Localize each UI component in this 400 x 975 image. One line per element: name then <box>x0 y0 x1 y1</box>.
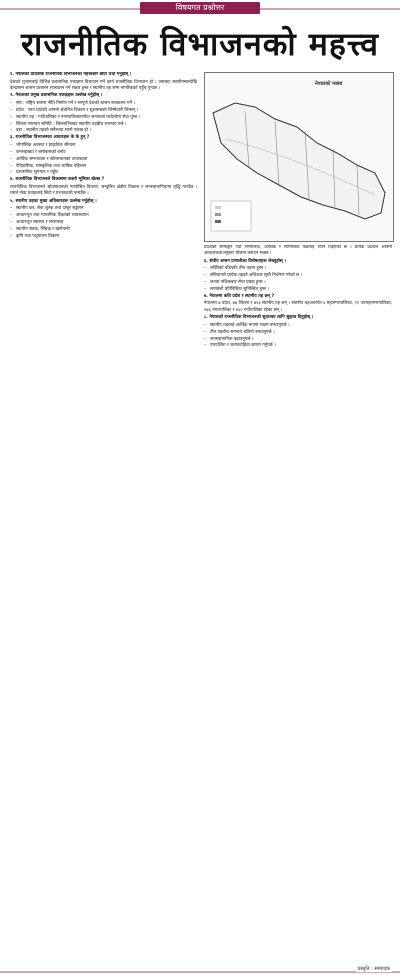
list-item: – स्थानीय सडक, सिँचाइ र खानेपानी <box>10 227 197 233</box>
answer-8-list <box>204 323 392 350</box>
question-8: ८. नेपालको राजनीतिक विभाजनको सुधारका लागि सुझाव दिनुहोस् । <box>204 315 314 321</box>
page-title: राजनीतिक विभाजनको महत्त्व <box>20 25 380 63</box>
answer-intro: प्रदेशको सीमाङ्कन गर्दा भौगोलिक, आर्थिक र सामाजिक पक्षलाई ध्यान दिइएको छ । प्रत्येक प्रदेशले आफ्नो आवश्यकताअनुसार योजना बनाउन सक्छ । <box>204 245 392 257</box>
list-item: – शक्तिको बाँडफाँट तीन तहमा हुन्छ । <box>204 266 392 272</box>
list-item: – आधारभूत स्वास्थ्य र सरसफाइ <box>10 220 197 226</box>
answer-7: नेपालमा ७ प्रदेश, ७७ जिल्ला र ७५३ स्थानीय तह छन् । स्थानीय तहअन्तर्गत ६ महानगरपालिका, ११ उपमहानगरपालिका, २७६ नगरपालिका र ४६० गाउँपालिका रहेका छन् । <box>204 301 392 313</box>
question-6: ६. संघीय शासन प्रणालीका विशेषताहरू लेख्नुहोस् । <box>204 258 286 264</box>
question-7: ७. नेपालमा कति प्रदेश र स्थानीय तह छन् ? <box>204 293 275 299</box>
page-footer <box>0 967 400 975</box>
nepal-map-drawing <box>205 73 393 241</box>
list-item: – भौगोलिक अवस्था र प्राकृतिक सीमाना <box>10 143 197 149</box>
question-2: २. नेपालका प्रमुख प्रशासनिक एकाइहरू उल्लेख गर्नुहोस् । <box>10 93 103 99</box>
list-item: – आधारभूत तथा माध्यमिक शिक्षाको व्यवस्थापन <box>10 213 197 219</box>
list-item: – जिल्ला समन्वय समिति : जिल्लाभित्रका स्थानीय तहबीच समन्वय गर्छ । <box>10 122 197 128</box>
list-item: – स्थानीय तह : गाउँपालिका र नगरपालिकामार्फत जनताको घरदैलोमा सेवा पुग्छ । <box>10 115 197 121</box>
right-column <box>204 245 392 965</box>
answer-2-list <box>10 101 197 135</box>
answer-1: देशको भूभागलाई विभिन्न प्रशासनिक एकाइमा विभाजन गर्ने कार्य राजनीतिक विभाजन हो । जसबाट स्थानीयस्तरदेखि केन्द्रसम्म शासन प्रशासन सञ्चालन गर्न सहज हुन्छ र स्थानीय तह सम्म नागरिकको पहुँच पुग्दछ । <box>10 79 197 91</box>
list-item: – वडा : स्थानीय तहको सबैभन्दा सानो एकाइ हो । <box>10 128 197 134</box>
list-item: – स्थानीय कर, सेवा शुल्क तथा दस्तुर सङ्कलन <box>10 206 197 212</box>
list-item: – संघ : राष्ट्रिय स्तरमा नीति निर्माण गर्ने र सम्पूर्ण देशको शासन सञ्चालन गर्ने । <box>10 101 197 107</box>
list-item: – कृषि तथा पशुपालन विकास <box>10 234 197 240</box>
question-3: ३. राजनीतिक विभाजनका आधारहरू के के हुन् ? <box>10 135 90 141</box>
section-banner <box>0 0 400 14</box>
list-item: – समावेशी प्रतिनिधित्व सुनिश्चित हुन्छ । <box>204 287 392 293</box>
list-item: – प्रदेश : सात प्रदेशले आफ्नो क्षेत्रभित्र विकास र सुशासनको जिम्मेवारी लिन्छन् । <box>10 108 197 114</box>
answer-4: राजनीतिक विभाजनले स्रोतसाधनको न्यायोचित वितरण, सन्तुलित क्षेत्रीय विकास र जनसहभागितामा वृद्धि गराउँछ । यसले सेवा प्रवाहलाई छिटो र प्रभावकारी बनाउँछ । <box>10 184 197 197</box>
list-item: – जनसहभागिता बढाउनुपर्छ । <box>204 337 392 343</box>
map-caption: नेपालको नक्सा <box>315 81 343 87</box>
question-1: १. नेपालको प्रादेशिक राजनीतिक विभाजनको महत्त्वबारे छोटो चर्चा गर्नुहोस् । <box>10 72 132 77</box>
answer-5-list <box>10 206 197 240</box>
question-4: ४. राजनीतिक विभाजनले विकासमा कस्तो भूमिका खेल्छ ? <box>10 177 105 183</box>
list-item: – पारदर्शिता र जवाफदेहिता कायम गर्नुपर्छ । <box>204 343 392 349</box>
left-column <box>10 72 197 962</box>
nepal-map <box>204 72 394 242</box>
list-item: – संविधानले प्रत्येक तहको अधिकार सूची निर्धारण गरेको छ । <box>204 273 392 279</box>
list-item: – प्रशासनिक सुगमता र पहुँच <box>10 170 197 176</box>
question-5: ५. स्थानीय तहका मुख्य अधिकारहरू उल्लेख गर्नुहोस् । <box>10 198 97 204</box>
list-item: – तीन तहबीच समन्वय बलियो बनाउनुपर्छ । <box>204 330 392 336</box>
list-item: – जनता नजिकबाट सेवा प्रवाह हुन्छ । <box>204 280 392 286</box>
list-item: – जनसङ्ख्या र बसोबासको बनोट <box>10 150 197 156</box>
answer-3-list <box>10 143 197 177</box>
footer-rule <box>0 971 400 973</box>
list-item: – आर्थिक सम्भाव्यता र स्रोतसाधनको उपलब्धता <box>10 157 197 163</box>
banner-label: विषयगत प्रश्नोत्तर <box>140 2 260 14</box>
footer-credit: प्रस्तुति : सम्पादक <box>357 966 390 972</box>
list-item: – स्थानीय तहलाई आर्थिक रूपमा सक्षम बनाउनुपर्छ । <box>204 323 392 329</box>
list-item: – ऐतिहासिक, सांस्कृतिक तथा भाषिक पहिचान <box>10 164 197 170</box>
answer-6-list <box>204 266 392 293</box>
